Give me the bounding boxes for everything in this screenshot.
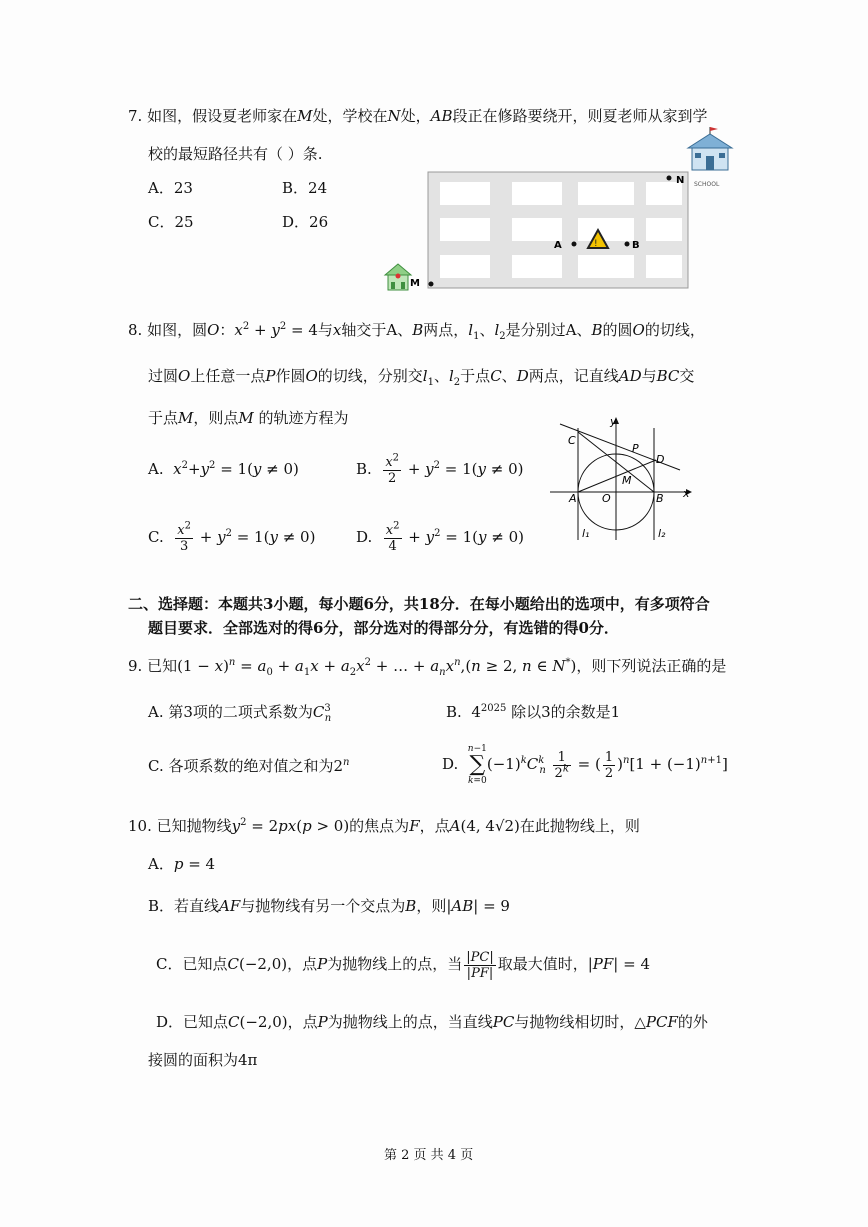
q10-option-d-line1: D．已知点C(−2,0)，点P为抛物线上的点，当直线PC与抛物线相切时，△PCF的外 <box>156 1013 708 1031</box>
label-c: C <box>568 434 576 447</box>
q9-stem: 9. 已知$(1 - x)^n = a_0 + a_1x + a_2x^2$ + … + $a_nx^n,(n \ge 2$, n ∈ N*)，则下列说法正确的是 <box>128 657 727 678</box>
q8-option-a: A. $x^2+y^2 = 1(y \ne 0)$ <box>148 460 299 478</box>
q8-line2: 过圆O上任意一点P作圆O的切线，分别交$l_1$、$l_2$于点C、D两点，记直线AD与BC交 <box>148 367 695 388</box>
q9-option-a: A. 第3项的二项式系数为$C^3_n$ <box>148 703 332 724</box>
label-l1: l₁ <box>582 527 590 540</box>
label-o: O <box>602 492 611 505</box>
section2-line2: 题目要求．全部选对的得6分，部分选对的得部分分，有选错的得0分． <box>148 619 619 637</box>
q10-option-d-line2: 接圆的面积为4π <box>148 1051 258 1069</box>
q7-line1: 7. 如图，假设夏老师家在M处，学校在N处，AB段正在修路要绕开，则夏老师从家到学 <box>128 107 708 125</box>
point-n <box>667 176 672 181</box>
q7-option-b: B．24 <box>282 179 328 197</box>
q10-stem: 10. 已知抛物线$y^2 = 2px(p > 0)$的焦点为F，点A(4, 4√2)在此抛物线上，则 <box>128 817 640 835</box>
label-p: P <box>632 442 639 455</box>
q10-option-a: A．p = 4 <box>148 855 216 873</box>
label-a-fig: A <box>569 492 577 505</box>
point-a <box>572 242 577 247</box>
school-label: SCHOOL <box>694 181 720 188</box>
svg-text:!: ! <box>594 239 598 249</box>
section2-line1: 二、选择题：本题共3小题，每小题6分，共18分．在每小题给出的选项中，有多项符合 <box>128 595 710 613</box>
q7-option-d: D．26 <box>282 213 329 231</box>
q9-option-c: C. 各项系数的绝对值之和为2$^n$ <box>148 757 350 775</box>
q8-line1: 8. 如图，圆O：$x^2 + y^2 = 4$与x轴交于A、B两点，$l_1$、$l_2$是分别过A、B的圆O的切线， <box>128 321 705 342</box>
q7-line2: 校的最短路径共有（ ）条. <box>148 145 323 163</box>
q8-line3: 于点M，则点M 的轨迹方程为 <box>148 409 349 427</box>
q10-option-c: C．已知点C(−2,0)，点P为抛物线上的点，当 $\frac{|PC|}{|PF|}$ 取最大值时，|PF| = 4 <box>156 949 650 981</box>
point-b <box>625 242 630 247</box>
point-m <box>429 282 434 287</box>
label-b-fig: B <box>656 492 664 505</box>
label-d: D <box>656 453 665 466</box>
label-a: A <box>554 240 562 251</box>
q7-option-c: C．25 <box>148 213 194 231</box>
label-b: B <box>632 240 640 251</box>
label-n: N <box>676 175 685 186</box>
q8-option-c: C. $\frac{x^2}{3}$ + $y^2 = 1(y \ne 0)$ <box>148 520 316 554</box>
q9-option-d: D. n−1 ∑ $k=0(-1)^kC^k_n$ $\frac{1}{2^k}$ = ( $\frac{1}{2}$ )$^n[1 + (-1)^{n+1}]$ <box>442 744 728 786</box>
label-m-fig: M <box>622 474 632 487</box>
label-m: M <box>410 278 420 289</box>
q7-road-grid-figure <box>382 126 742 296</box>
q9-option-b: B. $4^{2025}$ 除以3的余数是1 <box>446 703 621 721</box>
q8-circle-tangent-figure <box>546 412 706 547</box>
label-x: x <box>683 487 690 500</box>
label-y: y <box>610 415 617 428</box>
page-footer: 第 2 页 共 4 页 <box>384 1148 474 1163</box>
school-icon <box>688 127 732 188</box>
q8-option-b: B. $\frac{x^2}{2}$ + $y^2 = 1(y \ne 0)$ <box>356 452 524 486</box>
q10-option-b: B．若直线AF与抛物线有另一个交点为B，则|AB| = 9 <box>148 897 510 915</box>
label-l2: l₂ <box>658 527 666 540</box>
home-icon <box>385 264 411 290</box>
q7-option-a: A．23 <box>148 179 193 197</box>
q8-option-d: D. $\frac{x^2}{4}$ + $y^2 = 1(y \ne 0)$ <box>356 520 524 554</box>
